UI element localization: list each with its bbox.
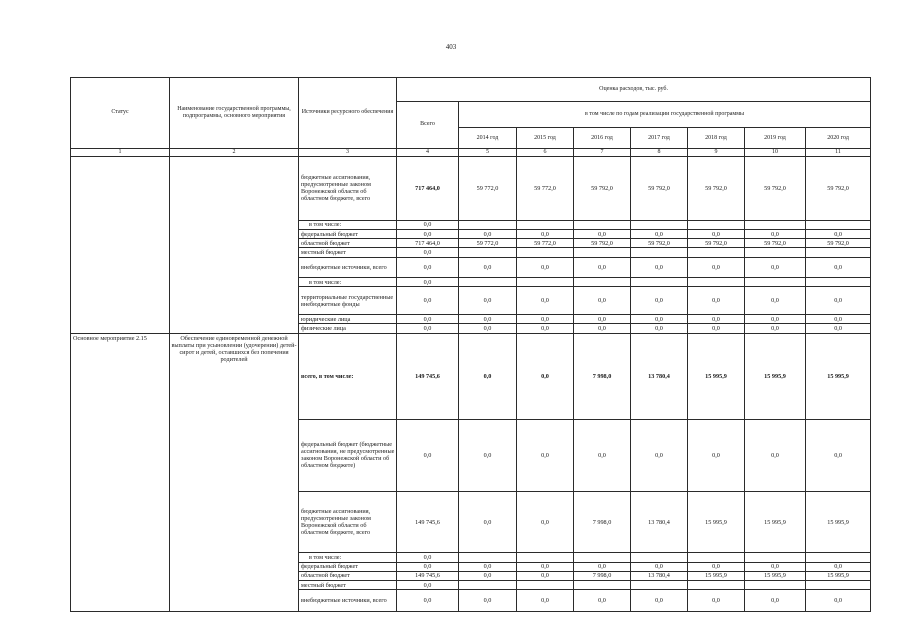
- year-value: 0,0: [459, 287, 517, 315]
- year-value: 0,0: [631, 229, 688, 238]
- year-value: 59 772,0: [459, 239, 517, 248]
- header-estimate: Оценка расходов, тыс. руб.: [397, 78, 871, 102]
- source-cell: юридические лица: [299, 315, 397, 324]
- total-cell: 0,0: [397, 419, 459, 491]
- col-number: 8: [631, 148, 688, 156]
- header-year: 2016 год: [574, 128, 631, 149]
- source-cell: бюджетные ассигнования, предусмотренные законом Воронежской области об областном бюджете, всего: [299, 157, 397, 221]
- year-value: 0,0: [631, 419, 688, 491]
- year-value: [688, 553, 745, 562]
- year-value: [688, 248, 745, 257]
- total-cell: 0,0: [397, 315, 459, 324]
- col-number: 11: [806, 148, 871, 156]
- col-number: 2: [170, 148, 299, 156]
- year-value: [574, 553, 631, 562]
- year-value: 13 780,4: [631, 491, 688, 553]
- source-cell: федеральный бюджет: [299, 562, 397, 571]
- year-value: 0,0: [517, 257, 574, 278]
- total-cell: 0,0: [397, 278, 459, 287]
- year-value: [745, 220, 806, 229]
- col-number: 1: [71, 148, 170, 156]
- table-row: [71, 333, 871, 419]
- year-value: 0,0: [574, 324, 631, 333]
- year-value: [745, 248, 806, 257]
- year-value: 0,0: [517, 287, 574, 315]
- year-value: [459, 553, 517, 562]
- total-cell: 149 745,6: [397, 491, 459, 553]
- year-value: 0,0: [745, 287, 806, 315]
- year-value: 0,0: [459, 333, 517, 419]
- year-value: [631, 278, 688, 287]
- year-value: [631, 553, 688, 562]
- year-value: [688, 278, 745, 287]
- name-cell: [170, 157, 299, 334]
- header-year: 2017 год: [631, 128, 688, 149]
- year-value: 0,0: [688, 324, 745, 333]
- year-value: [517, 248, 574, 257]
- year-value: 0,0: [631, 590, 688, 612]
- year-value: [459, 581, 517, 590]
- year-value: [631, 220, 688, 229]
- year-value: [745, 553, 806, 562]
- year-value: 59 792,0: [574, 157, 631, 221]
- year-value: 59 792,0: [631, 239, 688, 248]
- source-cell: в том числе:: [299, 220, 397, 229]
- year-value: 0,0: [459, 229, 517, 238]
- year-value: 13 780,4: [631, 571, 688, 580]
- year-value: 0,0: [806, 315, 871, 324]
- source-cell: федеральный бюджет (бюджетные ассигнования, не предусмотренные законом Воронежской области об областном бюджете): [299, 419, 397, 491]
- year-value: 0,0: [631, 287, 688, 315]
- year-value: 0,0: [517, 315, 574, 324]
- year-value: [574, 248, 631, 257]
- year-value: 0,0: [459, 562, 517, 571]
- year-value: 0,0: [459, 491, 517, 553]
- table-row: [71, 157, 871, 221]
- year-value: [745, 278, 806, 287]
- source-cell: областной бюджет: [299, 239, 397, 248]
- year-value: 0,0: [688, 562, 745, 571]
- year-value: 0,0: [688, 287, 745, 315]
- year-value: [459, 278, 517, 287]
- source-cell: внебюджетные источники, всего: [299, 590, 397, 612]
- col-number: 10: [745, 148, 806, 156]
- year-value: 0,0: [459, 257, 517, 278]
- year-value: 0,0: [631, 257, 688, 278]
- source-cell: внебюджетные источники, всего: [299, 257, 397, 278]
- year-value: 0,0: [574, 229, 631, 238]
- year-value: 15 995,9: [806, 333, 871, 419]
- year-value: 0,0: [806, 257, 871, 278]
- year-value: 0,0: [574, 257, 631, 278]
- total-cell: 149 745,6: [397, 571, 459, 580]
- year-value: [745, 581, 806, 590]
- col-number: 3: [299, 148, 397, 156]
- total-cell: 0,0: [397, 553, 459, 562]
- year-value: [517, 581, 574, 590]
- source-cell: в том числе:: [299, 278, 397, 287]
- year-value: 0,0: [459, 419, 517, 491]
- year-value: [806, 248, 871, 257]
- year-value: 0,0: [574, 419, 631, 491]
- year-value: 0,0: [688, 590, 745, 612]
- header-year: 2015 год: [517, 128, 574, 149]
- year-value: [688, 220, 745, 229]
- year-value: 0,0: [745, 419, 806, 491]
- total-cell: 0,0: [397, 257, 459, 278]
- total-cell: 0,0: [397, 562, 459, 571]
- year-value: 0,0: [745, 315, 806, 324]
- source-cell: всего, в том числе:: [299, 333, 397, 419]
- year-value: 59 792,0: [745, 157, 806, 221]
- total-cell: 149 745,6: [397, 333, 459, 419]
- year-value: 59 772,0: [517, 239, 574, 248]
- total-cell: 0,0: [397, 229, 459, 238]
- year-value: 59 772,0: [517, 157, 574, 221]
- year-value: 15 995,9: [745, 571, 806, 580]
- total-cell: 0,0: [397, 590, 459, 612]
- name-cell: Обеспечение единовременной денежной выплаты при усыновлении (удочерении) детей-сирот и детей, оставшихся без попечения родителей: [170, 333, 299, 611]
- header-year: 2018 год: [688, 128, 745, 149]
- total-cell: 0,0: [397, 287, 459, 315]
- year-value: 0,0: [745, 562, 806, 571]
- source-cell: бюджетные ассигнования, предусмотренные законом Воронежской области об областном бюджете, всего: [299, 491, 397, 553]
- year-value: [806, 220, 871, 229]
- year-value: [574, 220, 631, 229]
- year-value: 0,0: [517, 324, 574, 333]
- status-cell: Основное мероприятие 2.15: [71, 333, 170, 611]
- header-status: Статус: [71, 78, 170, 149]
- year-value: 0,0: [631, 324, 688, 333]
- year-value: 15 995,9: [806, 491, 871, 553]
- source-cell: физические лица: [299, 324, 397, 333]
- col-number: 9: [688, 148, 745, 156]
- year-value: 15 995,9: [688, 491, 745, 553]
- year-value: 0,0: [459, 315, 517, 324]
- year-value: 0,0: [745, 257, 806, 278]
- year-value: [517, 220, 574, 229]
- year-value: 59 792,0: [688, 239, 745, 248]
- total-cell: 717 464,0: [397, 157, 459, 221]
- col-number: 4: [397, 148, 459, 156]
- year-value: 0,0: [517, 333, 574, 419]
- year-value: 0,0: [806, 324, 871, 333]
- total-cell: 0,0: [397, 324, 459, 333]
- year-value: 0,0: [574, 590, 631, 612]
- header-year: 2020 год: [806, 128, 871, 149]
- year-value: 0,0: [574, 562, 631, 571]
- year-value: 0,0: [631, 562, 688, 571]
- year-value: 59 792,0: [806, 157, 871, 221]
- header-sources: Источники ресурсного обеспечения: [299, 78, 397, 149]
- year-value: 0,0: [688, 419, 745, 491]
- year-value: 0,0: [517, 571, 574, 580]
- year-value: 59 792,0: [574, 239, 631, 248]
- total-cell: 0,0: [397, 581, 459, 590]
- year-value: 0,0: [806, 562, 871, 571]
- source-cell: местный бюджет: [299, 248, 397, 257]
- year-value: 0,0: [745, 229, 806, 238]
- year-value: 0,0: [745, 324, 806, 333]
- year-value: [459, 248, 517, 257]
- year-value: 13 780,4: [631, 333, 688, 419]
- source-cell: территориальные государственные внебюджетные фонды: [299, 287, 397, 315]
- header-total: Всего: [397, 101, 459, 148]
- year-value: 15 995,9: [688, 333, 745, 419]
- year-value: 0,0: [688, 257, 745, 278]
- expense-table: [70, 77, 871, 612]
- year-value: 0,0: [806, 590, 871, 612]
- year-value: 0,0: [517, 590, 574, 612]
- header-year: 2014 год: [459, 128, 517, 149]
- year-value: 0,0: [688, 229, 745, 238]
- year-value: 7 998,0: [574, 491, 631, 553]
- year-value: [574, 278, 631, 287]
- year-value: 0,0: [517, 419, 574, 491]
- year-value: 0,0: [806, 287, 871, 315]
- year-value: 0,0: [459, 590, 517, 612]
- year-value: 0,0: [517, 562, 574, 571]
- year-value: [688, 581, 745, 590]
- header-name: Наименование государственной программы, подпрограммы, основного мероприятия: [170, 78, 299, 149]
- source-cell: в том числе:: [299, 553, 397, 562]
- year-value: 0,0: [459, 571, 517, 580]
- year-value: [806, 278, 871, 287]
- total-cell: 0,0: [397, 248, 459, 257]
- year-value: 15 995,9: [806, 571, 871, 580]
- year-value: 59 772,0: [459, 157, 517, 221]
- header-by-years: в том числе по годам реализации государственной программы: [459, 101, 871, 128]
- year-value: 0,0: [459, 324, 517, 333]
- year-value: 15 995,9: [745, 491, 806, 553]
- year-value: 0,0: [806, 419, 871, 491]
- col-number: 7: [574, 148, 631, 156]
- year-value: 15 995,9: [745, 333, 806, 419]
- year-value: 7 998,0: [574, 571, 631, 580]
- year-value: 0,0: [517, 491, 574, 553]
- year-value: 0,0: [631, 315, 688, 324]
- col-number: 6: [517, 148, 574, 156]
- year-value: [574, 581, 631, 590]
- year-value: 0,0: [688, 315, 745, 324]
- source-cell: федеральный бюджет: [299, 229, 397, 238]
- year-value: [806, 553, 871, 562]
- source-cell: местный бюджет: [299, 581, 397, 590]
- col-number: 5: [459, 148, 517, 156]
- year-value: 59 792,0: [745, 239, 806, 248]
- status-cell: [71, 157, 170, 334]
- total-cell: 717 464,0: [397, 239, 459, 248]
- year-value: 15 995,9: [688, 571, 745, 580]
- year-value: 0,0: [574, 315, 631, 324]
- year-value: [517, 278, 574, 287]
- page-number: 403: [445, 43, 457, 51]
- year-value: 59 792,0: [631, 157, 688, 221]
- header-year: 2019 год: [745, 128, 806, 149]
- year-value: 0,0: [574, 287, 631, 315]
- source-cell: областной бюджет: [299, 571, 397, 580]
- year-value: 59 792,0: [806, 239, 871, 248]
- year-value: [806, 581, 871, 590]
- total-cell: 0,0: [397, 220, 459, 229]
- year-value: [517, 553, 574, 562]
- year-value: [631, 248, 688, 257]
- year-value: 7 998,0: [574, 333, 631, 419]
- year-value: 59 792,0: [688, 157, 745, 221]
- year-value: 0,0: [517, 229, 574, 238]
- year-value: [459, 220, 517, 229]
- year-value: 0,0: [806, 229, 871, 238]
- year-value: [631, 581, 688, 590]
- year-value: 0,0: [745, 590, 806, 612]
